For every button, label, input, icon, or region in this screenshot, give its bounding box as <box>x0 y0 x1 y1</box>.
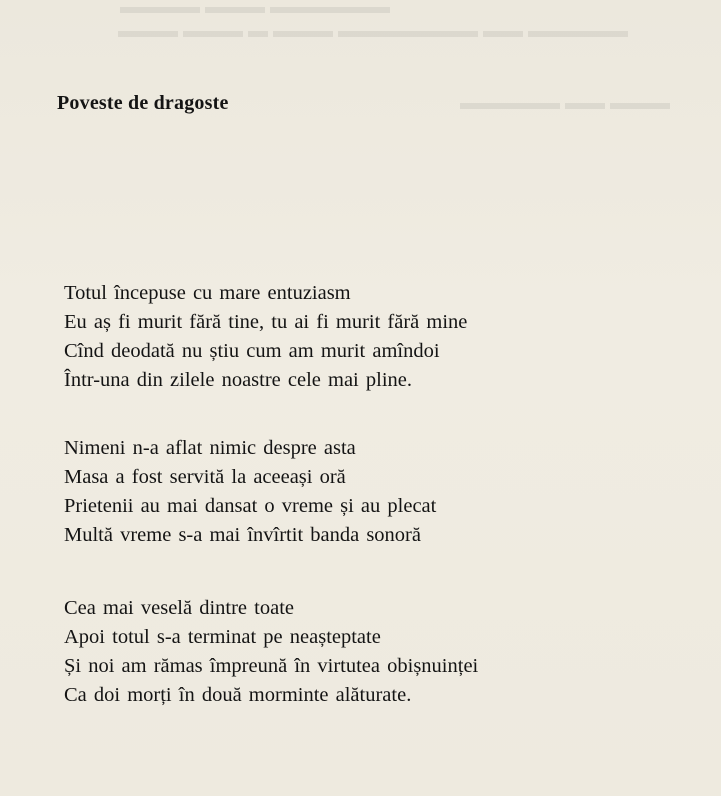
poem-line: Nimeni n-a aflat nimic despre asta <box>64 437 356 459</box>
poem-line: Apoi totul s-a terminat pe neașteptate <box>64 626 381 648</box>
poem-line: Cînd deodată nu știu cum am murit amîndoi <box>64 340 440 362</box>
poem-line: Și noi am rămas împreună în virtutea obișnuinței <box>64 655 479 677</box>
bleed-through-text: ▬▬▬▬ ▬▬▬ ▬▬▬▬▬▬ <box>120 0 390 18</box>
poem-title: Poveste de dragoste <box>57 92 229 114</box>
poem-line: Multă vreme s-a mai învîrtit banda sonoră <box>64 524 421 546</box>
poem-line: Totul începuse cu mare entuziasm <box>64 282 351 304</box>
bleed-through-text: ▬▬▬ ▬▬▬ ▬ ▬▬▬ ▬▬▬▬▬▬▬ ▬▬ ▬▬▬▬▬ <box>118 20 628 42</box>
bleed-through-text: ▬▬▬▬▬ ▬▬ ▬▬▬ <box>460 92 670 114</box>
poem-line: Cea mai veselă dintre toate <box>64 597 294 619</box>
poem-line: Ca doi morți în două morminte alăturate. <box>64 684 412 706</box>
stanza-1 <box>64 279 467 395</box>
stanza-2 <box>64 434 436 550</box>
poem-line: Eu aș fi murit fără tine, tu ai fi murit fără mine <box>64 311 468 333</box>
poem-line: Masa a fost servită la aceeași oră <box>64 466 346 488</box>
poem-line: Într-una din zilele noastre cele mai pline. <box>64 369 412 391</box>
poem-line: Prietenii au mai dansat o vreme și au plecat <box>64 495 437 517</box>
stanza-3 <box>64 594 478 710</box>
